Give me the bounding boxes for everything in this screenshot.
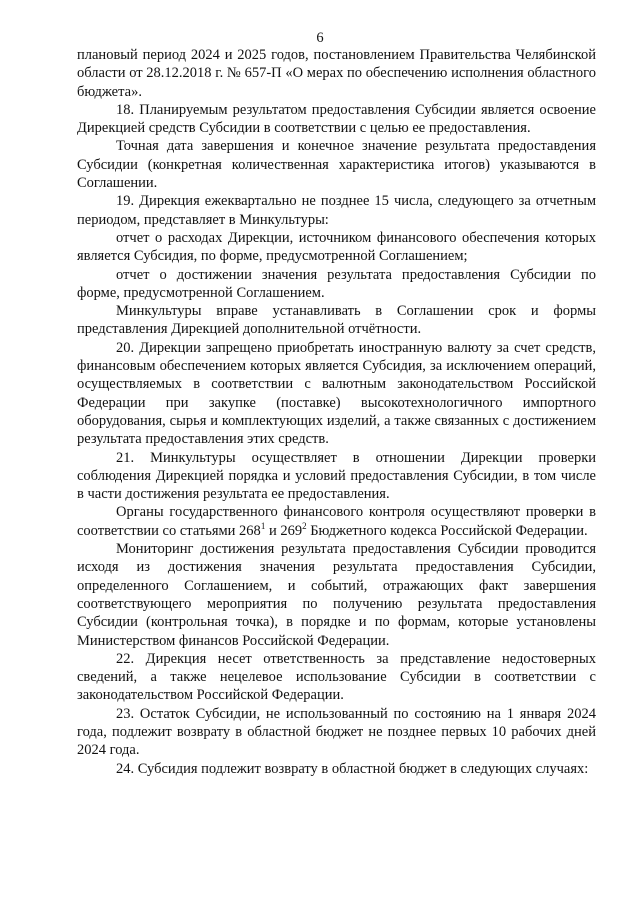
control-text-middle: и 269 [265, 522, 303, 539]
control-text-after: Бюджетного кодекса Российской Федерации. [306, 522, 588, 539]
page-number: 6 [316, 30, 324, 46]
article-269-superscript: 2 [302, 520, 307, 531]
paragraph-18: 18. Планируемым результатом предоставления Субсидии является освоение Дирекцией средств Субсидии в соответствии с целью ее предоставления. [77, 101, 596, 137]
paragraph-continuation: плановый период 2024 и 2025 годов, постановлением Правительства Челябинской области от 28.12.2018 г. № 657-П «О мерах по обеспечению исполнения областного бюджета». [77, 47, 596, 100]
paragraph-21: 21. Минкультуры осуществляет в отношении Дирекции проверки соблюдения Дирекцией порядка и условий предоставления Субсидии, в том числе в части достижения результата ее предоставления. [77, 449, 596, 503]
document-body [77, 46, 596, 778]
paragraph-19-expense-report: отчет о расходах Дирекции, источником финансового обеспечения которых является Субсидия, по форме, предусмотренной Соглашением; [77, 229, 596, 265]
paragraph-24: 24. Субсидия подлежит возврату в областной бюджет в следующих случаях: [116, 760, 589, 777]
paragraph-21-monitoring: Мониторинг достижения результата предоставления Субсидии проводится исходя из достижения значения результата предоставления Субсидии, определенного Соглашением, и событий, отражающих факт завершения соответствующего мероприятия по получению результата предоставления Субсидии (контрольная точка), в порядке и по формам, которые установлены Министерством финансов Российской Федерации. [77, 541, 596, 649]
article-268-superscript: 1 [260, 520, 266, 531]
paragraph-18-date: Точная дата завершения и конечное значение результата предоставдения Субсидии (конкретная количественная характеристика итогов) указываются в Соглашении. [77, 138, 596, 192]
paragraph-19-additional: Минкультуры вправе устанавливать в Соглашении срок и формы представления Дирекцией дополнительной отчётности. [77, 303, 596, 338]
paragraph-19-result-report: отчет о достижении значения результата предоставления Субсидии по форме, предусмотренной Соглашением. [77, 266, 596, 301]
paragraph-23: 23. Остаток Субсидии, не использованный по состоянию на 1 января 2024 года, подлежит возврату в областной бюджет не позднее первых 10 рабочих дней 2024 года. [77, 705, 596, 759]
paragraph-21-control [77, 503, 596, 540]
paragraph-22: 22. Дирекция несет ответственность за представление недостоверных сведений, а также нецелевое использование Субсидии в соответствии с законодательством Российской Федерации. [77, 650, 596, 704]
paragraph-19: 19. Дирекция ежеквартально не позднее 15 числа, следующего за отчетным периодом, представляет в Минкультуры: [77, 193, 596, 228]
control-text-before: Органы государственного финансового контроля осуществляют проверки в соответствии со статьями 268 [77, 504, 596, 539]
paragraph-20: 20. Дирекции запрещено приобретать иностранную валюту за счет средств, финансовым обеспечением которых является Субсидия, за исключением операций, осуществляемых в соответствии с валютным законодательством Российской Федерации при закупке (поставке) высокотехнологичного импортного оборудования, сырья и комплектующих изделий, а также связанных с достижением результата предоставления этих средств. [77, 339, 596, 448]
